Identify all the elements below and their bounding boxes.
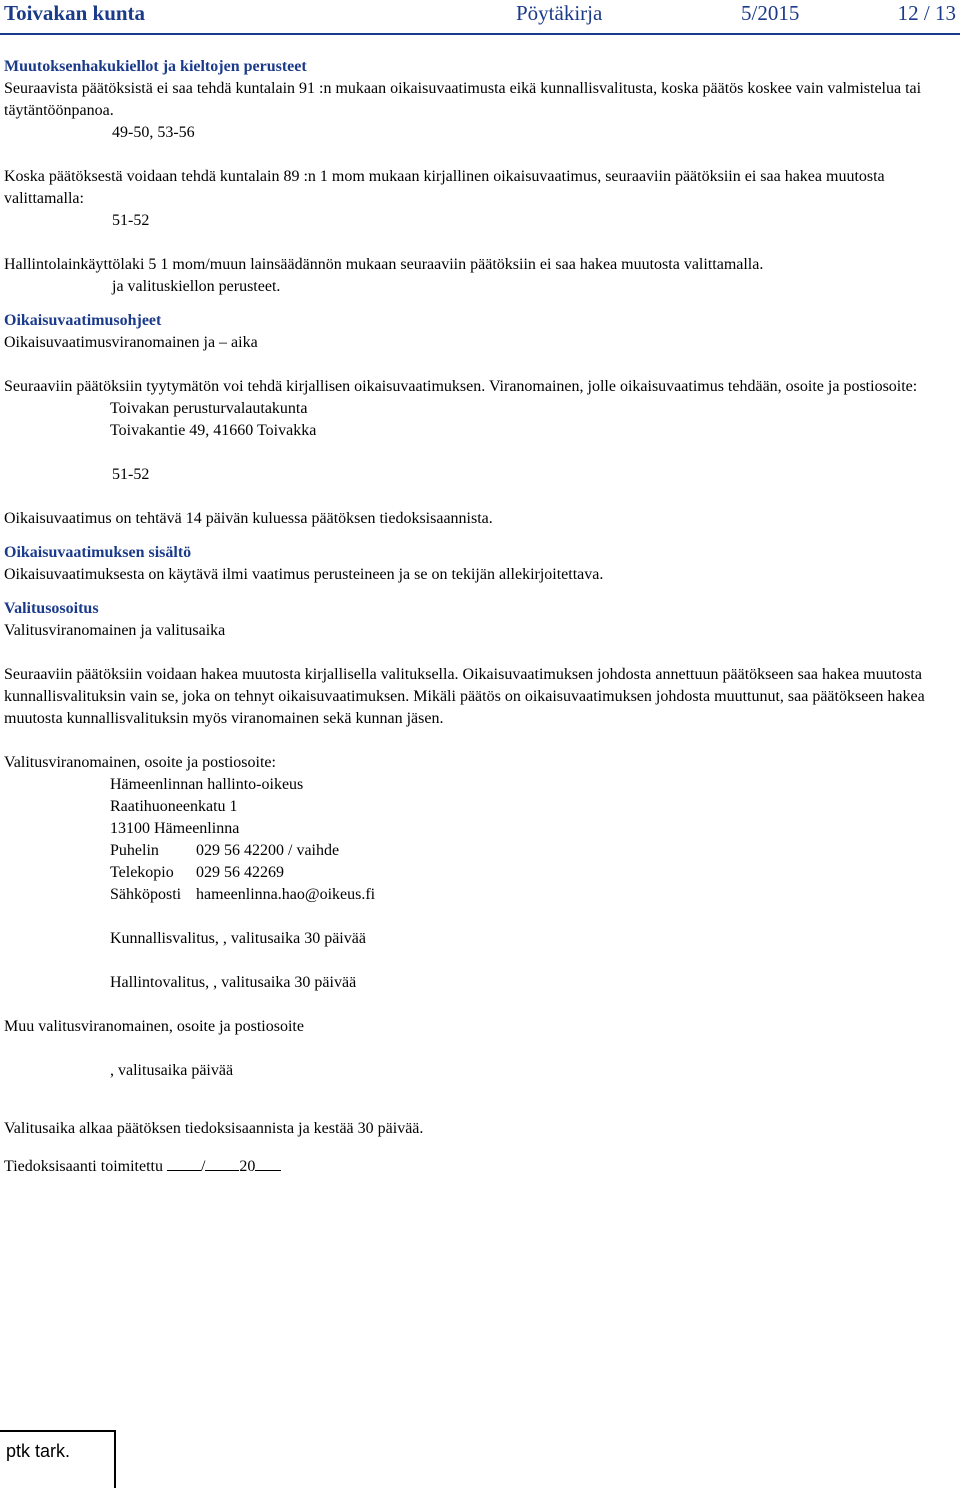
email-row (4, 884, 956, 906)
email-value: hameenlinna.hao@oikeus.fi (196, 886, 376, 903)
section-heading: Muutoksenhakukiellot ja kieltojen perusteet (4, 58, 307, 75)
court-postal: 13100 Hämeenlinna (110, 820, 240, 837)
notice-line (4, 1154, 956, 1178)
page-number: 12 / 13 (897, 1, 956, 25)
section-reference: ja valituskiellon perusteet. (112, 278, 281, 295)
notice-year: 20 (239, 1158, 256, 1175)
paragraph: Oikaisuvaatimus on tehtävä 14 päivän kuluessa päätöksen tiedoksisaannista. (4, 510, 493, 527)
blank-month (205, 1154, 239, 1171)
fax-label: Telekopio (110, 864, 174, 881)
section-reference: 51-52 (112, 466, 150, 483)
paragraph: Seuraaviin päätöksiin voidaan hakea muutosta kirjallisella valituksella. Oikaisuvaatimuksen johdosta annettuun päätökseen saa hakea muutosta kunnallisvalituksin vain se, joka on tehnyt oikaisuvaatimuksen. Mikäli päätös on oikaisuvaatimuksen johdosta muuttunut, saa päätökseen hakea muutosta kunnallisvalituksin myös viranomainen sekä kunnan jäsen. (4, 666, 925, 727)
authority-address: Toivakantie 49, 41660 Toivakka (110, 422, 317, 439)
section-reference: 51-52 (112, 212, 150, 229)
page-header (4, 0, 956, 26)
admin-appeal: Hallintovalitus, , valitusaika 30 päivää (110, 974, 357, 991)
footer-box (0, 1430, 116, 1488)
section-heading: Valitusosoitus (4, 600, 99, 617)
paragraph: Valitusviranomainen, osoite ja postiosoite: (4, 754, 276, 771)
notice-slash: / (200, 1158, 206, 1175)
paragraph: Koska päätöksestä voidaan tehdä kuntalain 89 :n 1 mom mukaan kirjallinen oikaisuvaatimus, seuraaviin päätöksiin ei saa hakea muutosta valittamalla: (4, 168, 885, 207)
subheading: Valitusviranomainen ja valitusaika (4, 622, 226, 639)
municipality-name: Toivakan kunta (4, 1, 146, 25)
authority-name: Toivakan perusturvalautakunta (110, 400, 308, 417)
fax-value: 029 56 42269 (196, 864, 284, 881)
section-heading: Oikaisuvaatimusohjeet (4, 312, 162, 329)
other-appeal: , valitusaika päivää (110, 1062, 234, 1079)
court-street: Raatihuoneenkatu 1 (110, 798, 238, 815)
header-rule (0, 33, 960, 35)
phone-row (4, 840, 956, 862)
document-type: Pöytäkirja (516, 1, 603, 25)
notice-label: Tiedoksisaanti toimitettu (4, 1158, 163, 1175)
section-heading: Oikaisuvaatimuksen sisältö (4, 544, 192, 561)
document-body (4, 56, 956, 1178)
paragraph: Valitusaika alkaa päätöksen tiedoksisaannista ja kestää 30 päivää. (4, 1120, 424, 1137)
paragraph: Seuraavista päätöksistä ei saa tehdä kuntalain 91 :n mukaan oikaisuvaatimusta eikä kunnallisvalitusta, koska päätös koskee vain valmistelua tai täytäntöönpanoa. (4, 80, 922, 119)
section-reference: 49-50, 53-56 (112, 124, 195, 141)
phone-value: 029 56 42200 / vaihde (196, 842, 340, 859)
fax-row (4, 862, 956, 884)
phone-label: Puhelin (110, 842, 159, 859)
subheading: Oikaisuvaatimusviranomainen ja – aika (4, 334, 258, 351)
blank-day (167, 1154, 201, 1171)
paragraph: Oikaisuvaatimuksesta on käytävä ilmi vaatimus perusteineen ja se on tekijän allekirjoitettava. (4, 566, 604, 583)
municipal-appeal: Kunnallisvalitus, , valitusaika 30 päivää (110, 930, 366, 947)
court-name: Hämeenlinnan hallinto-oikeus (110, 776, 304, 793)
email-label: Sähköposti (110, 886, 182, 903)
paragraph: Seuraaviin päätöksiin tyytymätön voi tehdä kirjallisen oikaisuvaatimuksen. Viranomainen, jolle oikaisuvaatimus tehdään, osoite ja postiosoite: (4, 378, 918, 395)
blank-year (255, 1154, 281, 1171)
footer-text: ptk tark. (6, 1441, 71, 1461)
document-number: 5/2015 (741, 1, 800, 25)
paragraph: Muu valitusviranomainen, osoite ja postiosoite (4, 1018, 304, 1035)
paragraph: Hallintolainkäyttölaki 5 1 mom/muun lainsäädännön mukaan seuraaviin päätöksiin ei saa hakea muutosta valittamalla. (4, 256, 764, 273)
